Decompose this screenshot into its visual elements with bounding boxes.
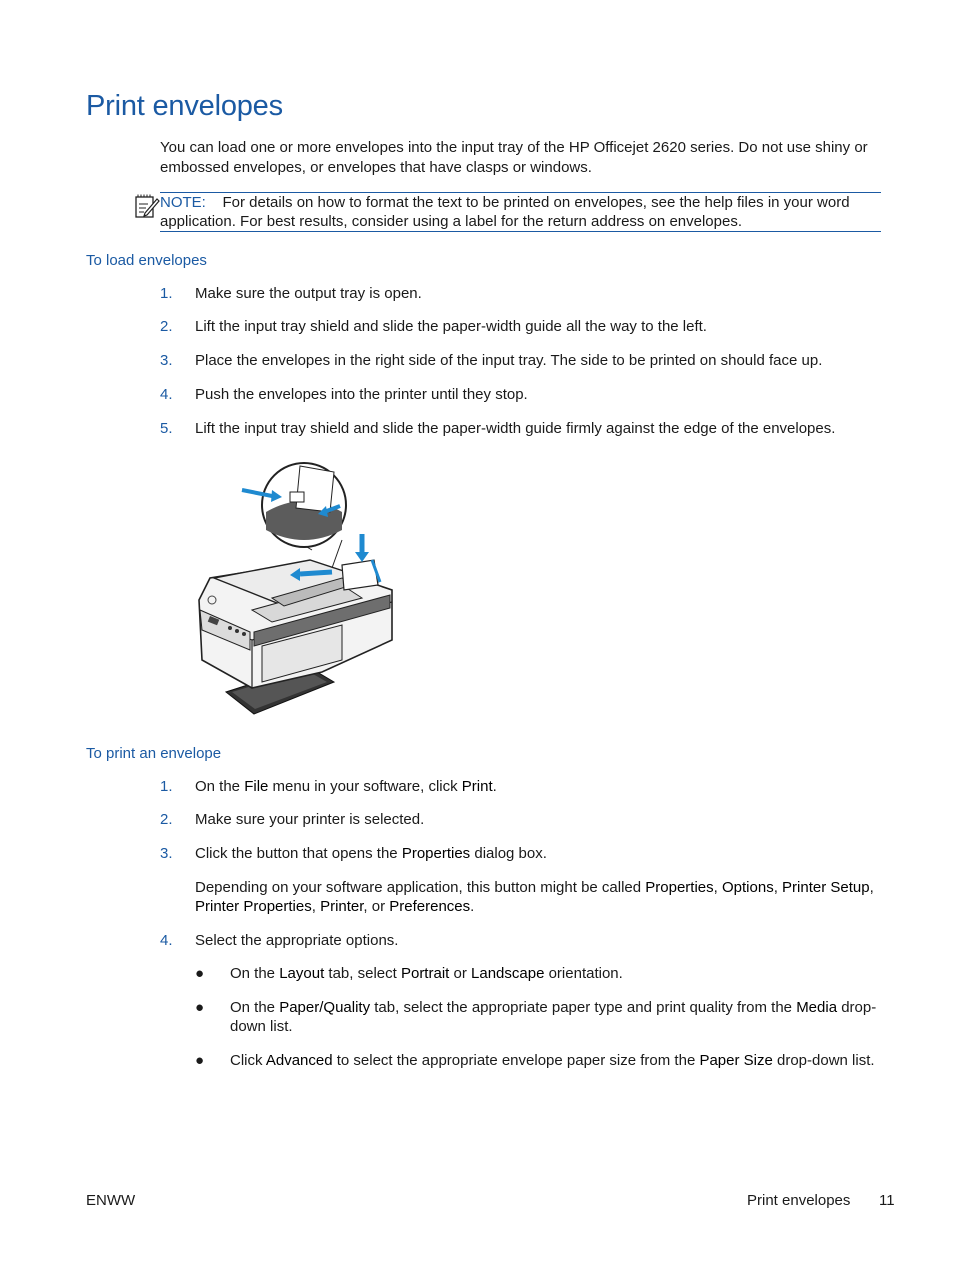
bullet-text (230, 964, 890, 983)
text-run: . (492, 778, 497, 795)
text-run: Click (230, 1052, 266, 1069)
footer-section-title: Print envelopes (747, 1192, 851, 1209)
ui-term: Landscape (471, 965, 545, 982)
text-run: , or (363, 898, 390, 915)
ui-term: Printer Properties (195, 898, 312, 915)
text-run: , (869, 879, 874, 896)
text-run: On the (230, 999, 280, 1016)
step-text: Push the envelopes into the printer until they stop. (195, 386, 528, 403)
text-run: or (449, 965, 472, 982)
step-text: Lift the input tray shield and slide the paper-width guide firmly against the edge of the envelopes. (195, 420, 836, 437)
step-text: Lift the input tray shield and slide the paper-width guide all the way to the left. (195, 318, 707, 335)
bullet-dot: ● (195, 965, 205, 982)
step-text (195, 844, 885, 863)
step-text (195, 777, 885, 796)
text-run: orientation. (544, 965, 623, 982)
ui-term: Preferences (389, 898, 471, 915)
ui-term: Printer (320, 898, 364, 915)
step-number: 4. (160, 932, 173, 949)
ui-term: Paper/Quality (279, 999, 371, 1016)
bullet-dot: ● (195, 1052, 205, 1069)
note-text (160, 193, 881, 231)
step-number: 3. (160, 352, 173, 369)
bullet-text (230, 998, 890, 1036)
text-run: to select the appropriate envelope paper size from the (332, 1052, 700, 1069)
note-icon (134, 193, 160, 219)
ui-term: Media (796, 999, 838, 1016)
page-title: Print envelopes (86, 90, 283, 122)
text-run: On the (230, 965, 280, 982)
note-label: NOTE: (160, 194, 206, 211)
step-number: 4. (160, 386, 173, 403)
note-box (160, 192, 881, 232)
ui-term: Paper Size (699, 1052, 773, 1069)
footer-page-number: 11 (879, 1192, 895, 1209)
step-number: 3. (160, 845, 173, 862)
step-text: Select the appropriate options. (195, 932, 399, 949)
text-run: drop-down list. (772, 1052, 875, 1069)
ui-term-print: Print (461, 778, 493, 795)
ui-term: Portrait (400, 965, 450, 982)
ui-term: Properties (645, 879, 714, 896)
step-number: 1. (160, 778, 173, 795)
text-run: menu in your software, click (268, 778, 462, 795)
text-run: , (713, 879, 722, 896)
step-text: Place the envelopes in the right side of the input tray. The side to be printed on should face up. (195, 352, 823, 369)
text-run: tab, select the appropriate paper type and print quality from the (370, 999, 797, 1016)
ui-term: Printer Setup (782, 879, 870, 896)
ui-term-properties: Properties (401, 845, 471, 862)
footer-left: ENWW (86, 1192, 136, 1209)
text-run: , (311, 898, 321, 915)
section-heading-print: To print an envelope (86, 745, 222, 762)
bullet-text (230, 1051, 890, 1070)
text-run: On the (195, 778, 245, 795)
step3-detail-paragraph (195, 878, 885, 916)
step-text: Make sure your printer is selected. (195, 811, 425, 828)
intro-paragraph: You can load one or more envelopes into the input tray of the HP Officejet 2620 series. Do not use shiny or embossed envelopes, or envelopes that have clasps or windows. (160, 139, 868, 176)
text-run: dialog box. (470, 845, 547, 862)
text-run: Click the button that opens the (195, 845, 402, 862)
step-number: 1. (160, 285, 173, 302)
text-run: drop-down list. (230, 999, 877, 1035)
printer-illustration (192, 460, 402, 718)
step-number: 5. (160, 420, 173, 437)
ui-term: Options (722, 879, 774, 896)
ui-term: Layout (279, 965, 325, 982)
section-heading-load: To load envelopes (86, 252, 207, 269)
ui-term: Advanced (265, 1052, 333, 1069)
note-body: For details on how to format the text to be printed on envelopes, see the help files in your word application. For best results, consider using a label for the return address on envelopes. (160, 194, 850, 230)
text-run: , (773, 879, 783, 896)
step-text: Make sure the output tray is open. (195, 285, 422, 302)
text-run: . (470, 898, 475, 915)
bullet-dot: ● (195, 999, 205, 1016)
step-number: 2. (160, 318, 173, 335)
step-number: 2. (160, 811, 173, 828)
text-run: Depending on your software application, this button might be called (195, 879, 646, 896)
ui-term-file: File (244, 778, 269, 795)
text-run: tab, select (324, 965, 401, 982)
